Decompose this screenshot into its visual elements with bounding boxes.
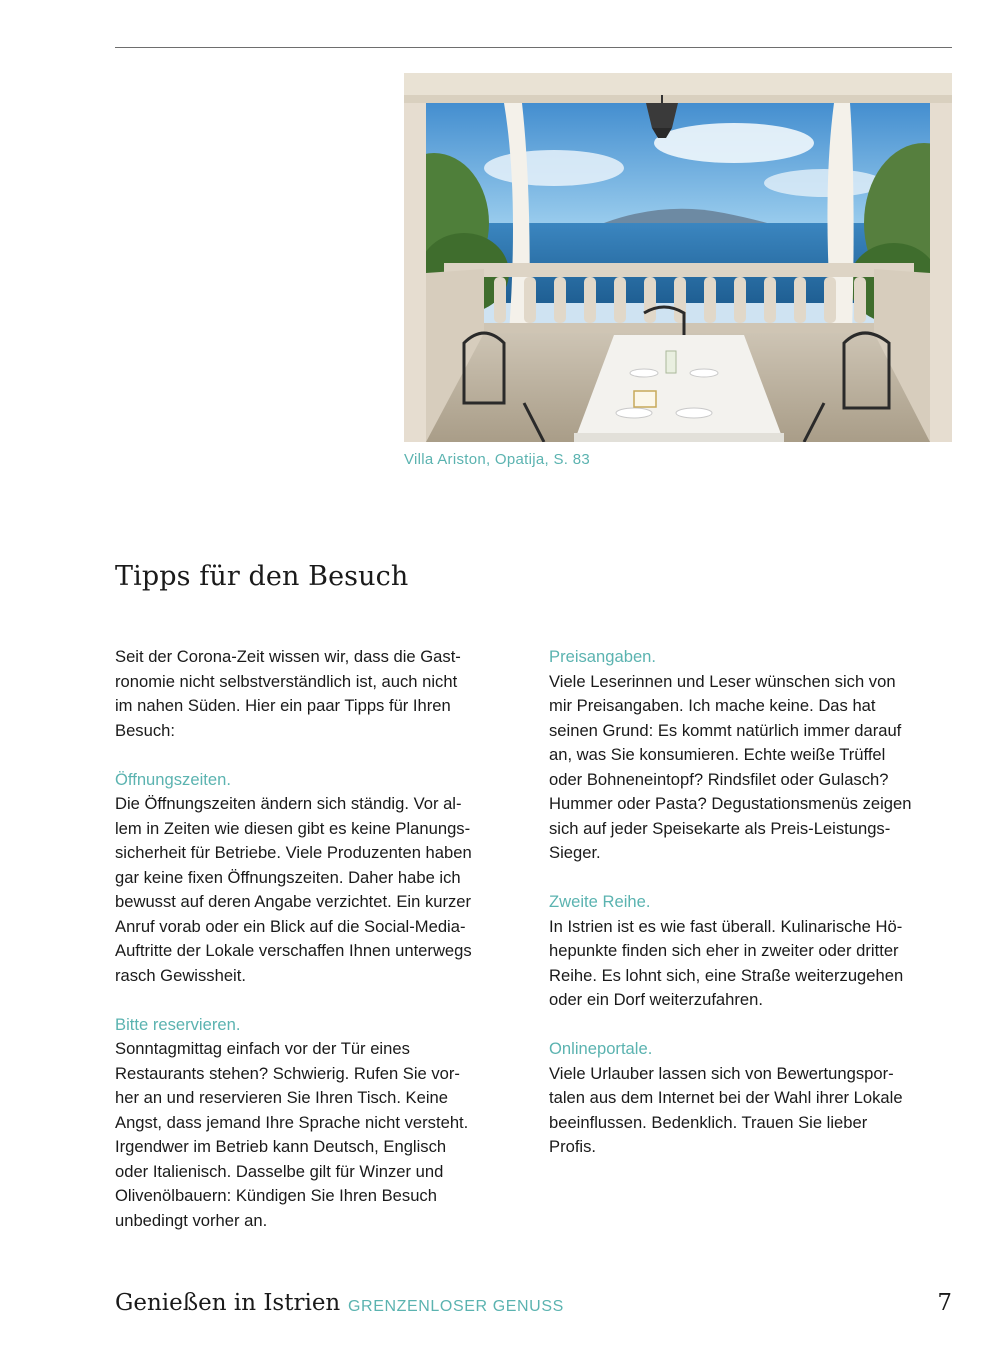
section-title: Tipps für den Besuch: [115, 561, 409, 592]
text-line: unbedingt vorher an.: [115, 1210, 268, 1230]
text-line: Hummer oder Pasta? Degustationsmenüs zeigen: [549, 794, 912, 813]
intro-paragraph: [115, 645, 535, 743]
tip-heading: Onlineportale.: [549, 1039, 653, 1058]
text-line: Angst, dass jemand Ihre Sprache nicht versteht.: [115, 1112, 469, 1132]
text-line: Olivenölbauern: Kündigen Sie Ihren Besuch: [115, 1186, 437, 1205]
tip-oeffnungszeiten: [115, 768, 535, 989]
text-line: hepunkte finden sich eher in zweiter oder dritter: [549, 941, 899, 960]
text-line: Viele Urlauber lassen sich von Bewertungspor-: [549, 1063, 894, 1083]
text-line: sich auf jeder Speisekarte als Preis-Leistungs-: [549, 818, 891, 838]
tip-heading: Zweite Reihe.: [549, 892, 651, 911]
text-line: talen aus dem Internet bei der Wahl ihrer Lokale: [549, 1088, 903, 1107]
text-line: im nahen Süden. Hier ein paar Tipps für Ihren: [115, 696, 451, 715]
text-line: mir Preisangaben. Ich mache keine. Das hat: [549, 696, 876, 715]
text-line: Irgendwer im Betrieb kann Deutsch, Englisch: [115, 1137, 447, 1156]
text-line: gar keine fixen Öffnungszeiten. Daher habe ich: [115, 867, 461, 887]
text-line: In Istrien ist es wie fast überall. Kulinarische Hö-: [549, 916, 903, 936]
text-line: Viele Leserinnen und Leser wünschen sich von: [549, 671, 896, 691]
text-line: Seit der Corona-Zeit wissen wir, dass die Gast-: [115, 647, 461, 666]
text-line: an, was Sie konsumieren. Echte weiße Trüffel: [549, 745, 886, 764]
footer-book-title: Genießen in Istrien: [115, 1290, 341, 1316]
text-line: oder Bohneneintopf? Rindsfilet oder Gulasch?: [549, 769, 889, 789]
text-line: oder Italienisch. Dasselbe gilt für Winzer und: [115, 1161, 444, 1181]
text-line: oder ein Dorf weiterzufahren.: [549, 990, 763, 1009]
header-rule: [115, 47, 952, 48]
text-line: seinen Grund: Es kommt natürlich immer darauf: [549, 720, 902, 740]
footer-chapter: GRENZENLOSER GENUSS: [348, 1298, 564, 1315]
tip-heading: Öffnungszeiten.: [115, 769, 231, 789]
right-column: [549, 645, 969, 1184]
text-line: her an und reservieren Sie Ihren Tisch. Keine: [115, 1088, 448, 1107]
text-line: Anruf vorab oder ein Blick auf die Social-Media-: [115, 916, 466, 936]
text-line: Auftritte der Lokale verschaffen Ihnen unterwegs: [115, 941, 472, 960]
photo-caption: Villa Ariston, Opatija, S. 83: [404, 451, 591, 468]
text-line: Die Öffnungszeiten ändern sich ständig. Vor al-: [115, 794, 462, 813]
text-line: bewusst auf deren Angabe verzichtet. Ein kurzer: [115, 892, 472, 911]
tip-zweite-reihe: [549, 890, 969, 1013]
text-line: Restaurants stehen? Schwierig. Rufen Sie vor-: [115, 1063, 460, 1083]
text-line: sicherheit für Betriebe. Viele Produzenten haben: [115, 843, 472, 862]
text-line: Besuch:: [115, 720, 175, 740]
text-line: Reihe. Es lohnt sich, eine Straße weiterzugehen: [549, 965, 904, 985]
terrace-sea-view-photo: [404, 73, 952, 442]
tip-onlineportale: [549, 1037, 969, 1160]
text-line: Profis.: [549, 1137, 597, 1156]
text-line: Sieger.: [549, 843, 601, 862]
text-line: beeinflussen. Bedenklich. Trauen Sie lieber: [549, 1112, 868, 1132]
tip-heading: Preisangaben.: [549, 647, 657, 666]
text-line: Sonntagmittag einfach vor der Tür eines: [115, 1039, 410, 1058]
text-line: rasch Gewissheit.: [115, 965, 246, 985]
tip-bitte-reservieren: [115, 1013, 535, 1234]
text-line: lem in Zeiten wie diesen gibt es keine Planungs-: [115, 818, 471, 838]
tip-heading: Bitte reservieren.: [115, 1014, 241, 1034]
page-number: 7: [937, 1290, 952, 1316]
tip-preisangaben: [549, 645, 969, 866]
text-line: ronomie nicht selbstverständlich ist, auch nicht: [115, 671, 458, 691]
left-column: [115, 645, 535, 1258]
